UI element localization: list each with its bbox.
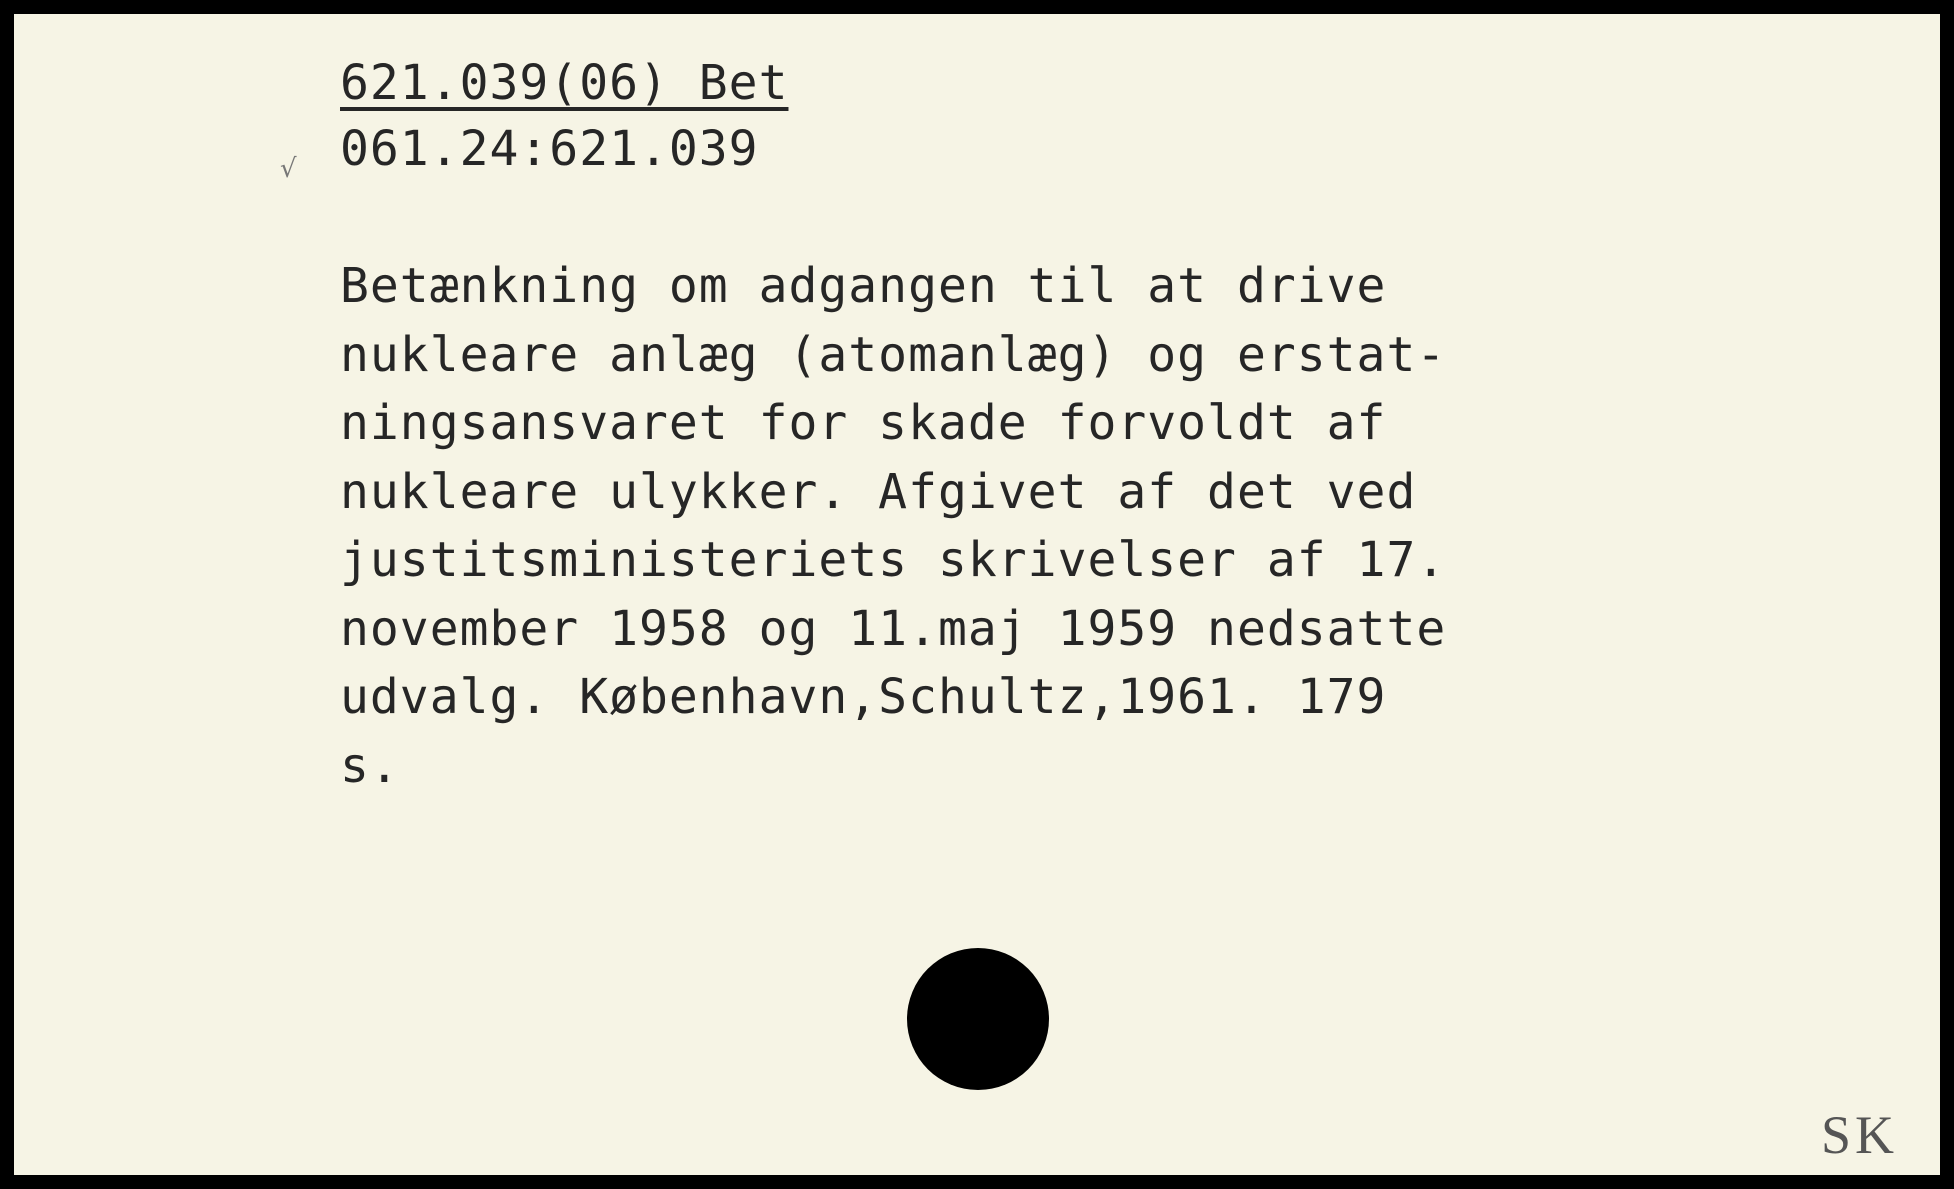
cataloger-initials: SK (1821, 1105, 1899, 1165)
punch-hole (907, 948, 1049, 1090)
description-line: ningsansvaret for skade forvoldt af (340, 395, 1387, 451)
description-line: Betænkning om adgangen til at drive (340, 258, 1387, 314)
classmark (340, 50, 788, 182)
description-line: nukleare ulykker. Afgivet af det ved (340, 463, 1417, 520)
description-line: november 1958 og 11.maj 1959 nedsatte (340, 600, 1447, 657)
description-line: justitsministeriets skrivelser af 17. (340, 532, 1447, 588)
description-line: nukleare anlæg (atomanlæg) og erstat- (340, 326, 1447, 383)
classmark-primary: 621.039(06) Bet (340, 55, 789, 111)
description-line: s. (340, 737, 400, 794)
catalog-card (14, 14, 1940, 1175)
bibliographic-description (340, 252, 1446, 800)
check-mark-icon: √ (280, 154, 297, 184)
classmark-secondary: 061.24:621.039 (340, 121, 759, 177)
description-line: udvalg. København,Schultz,1961. 179 (340, 669, 1387, 725)
